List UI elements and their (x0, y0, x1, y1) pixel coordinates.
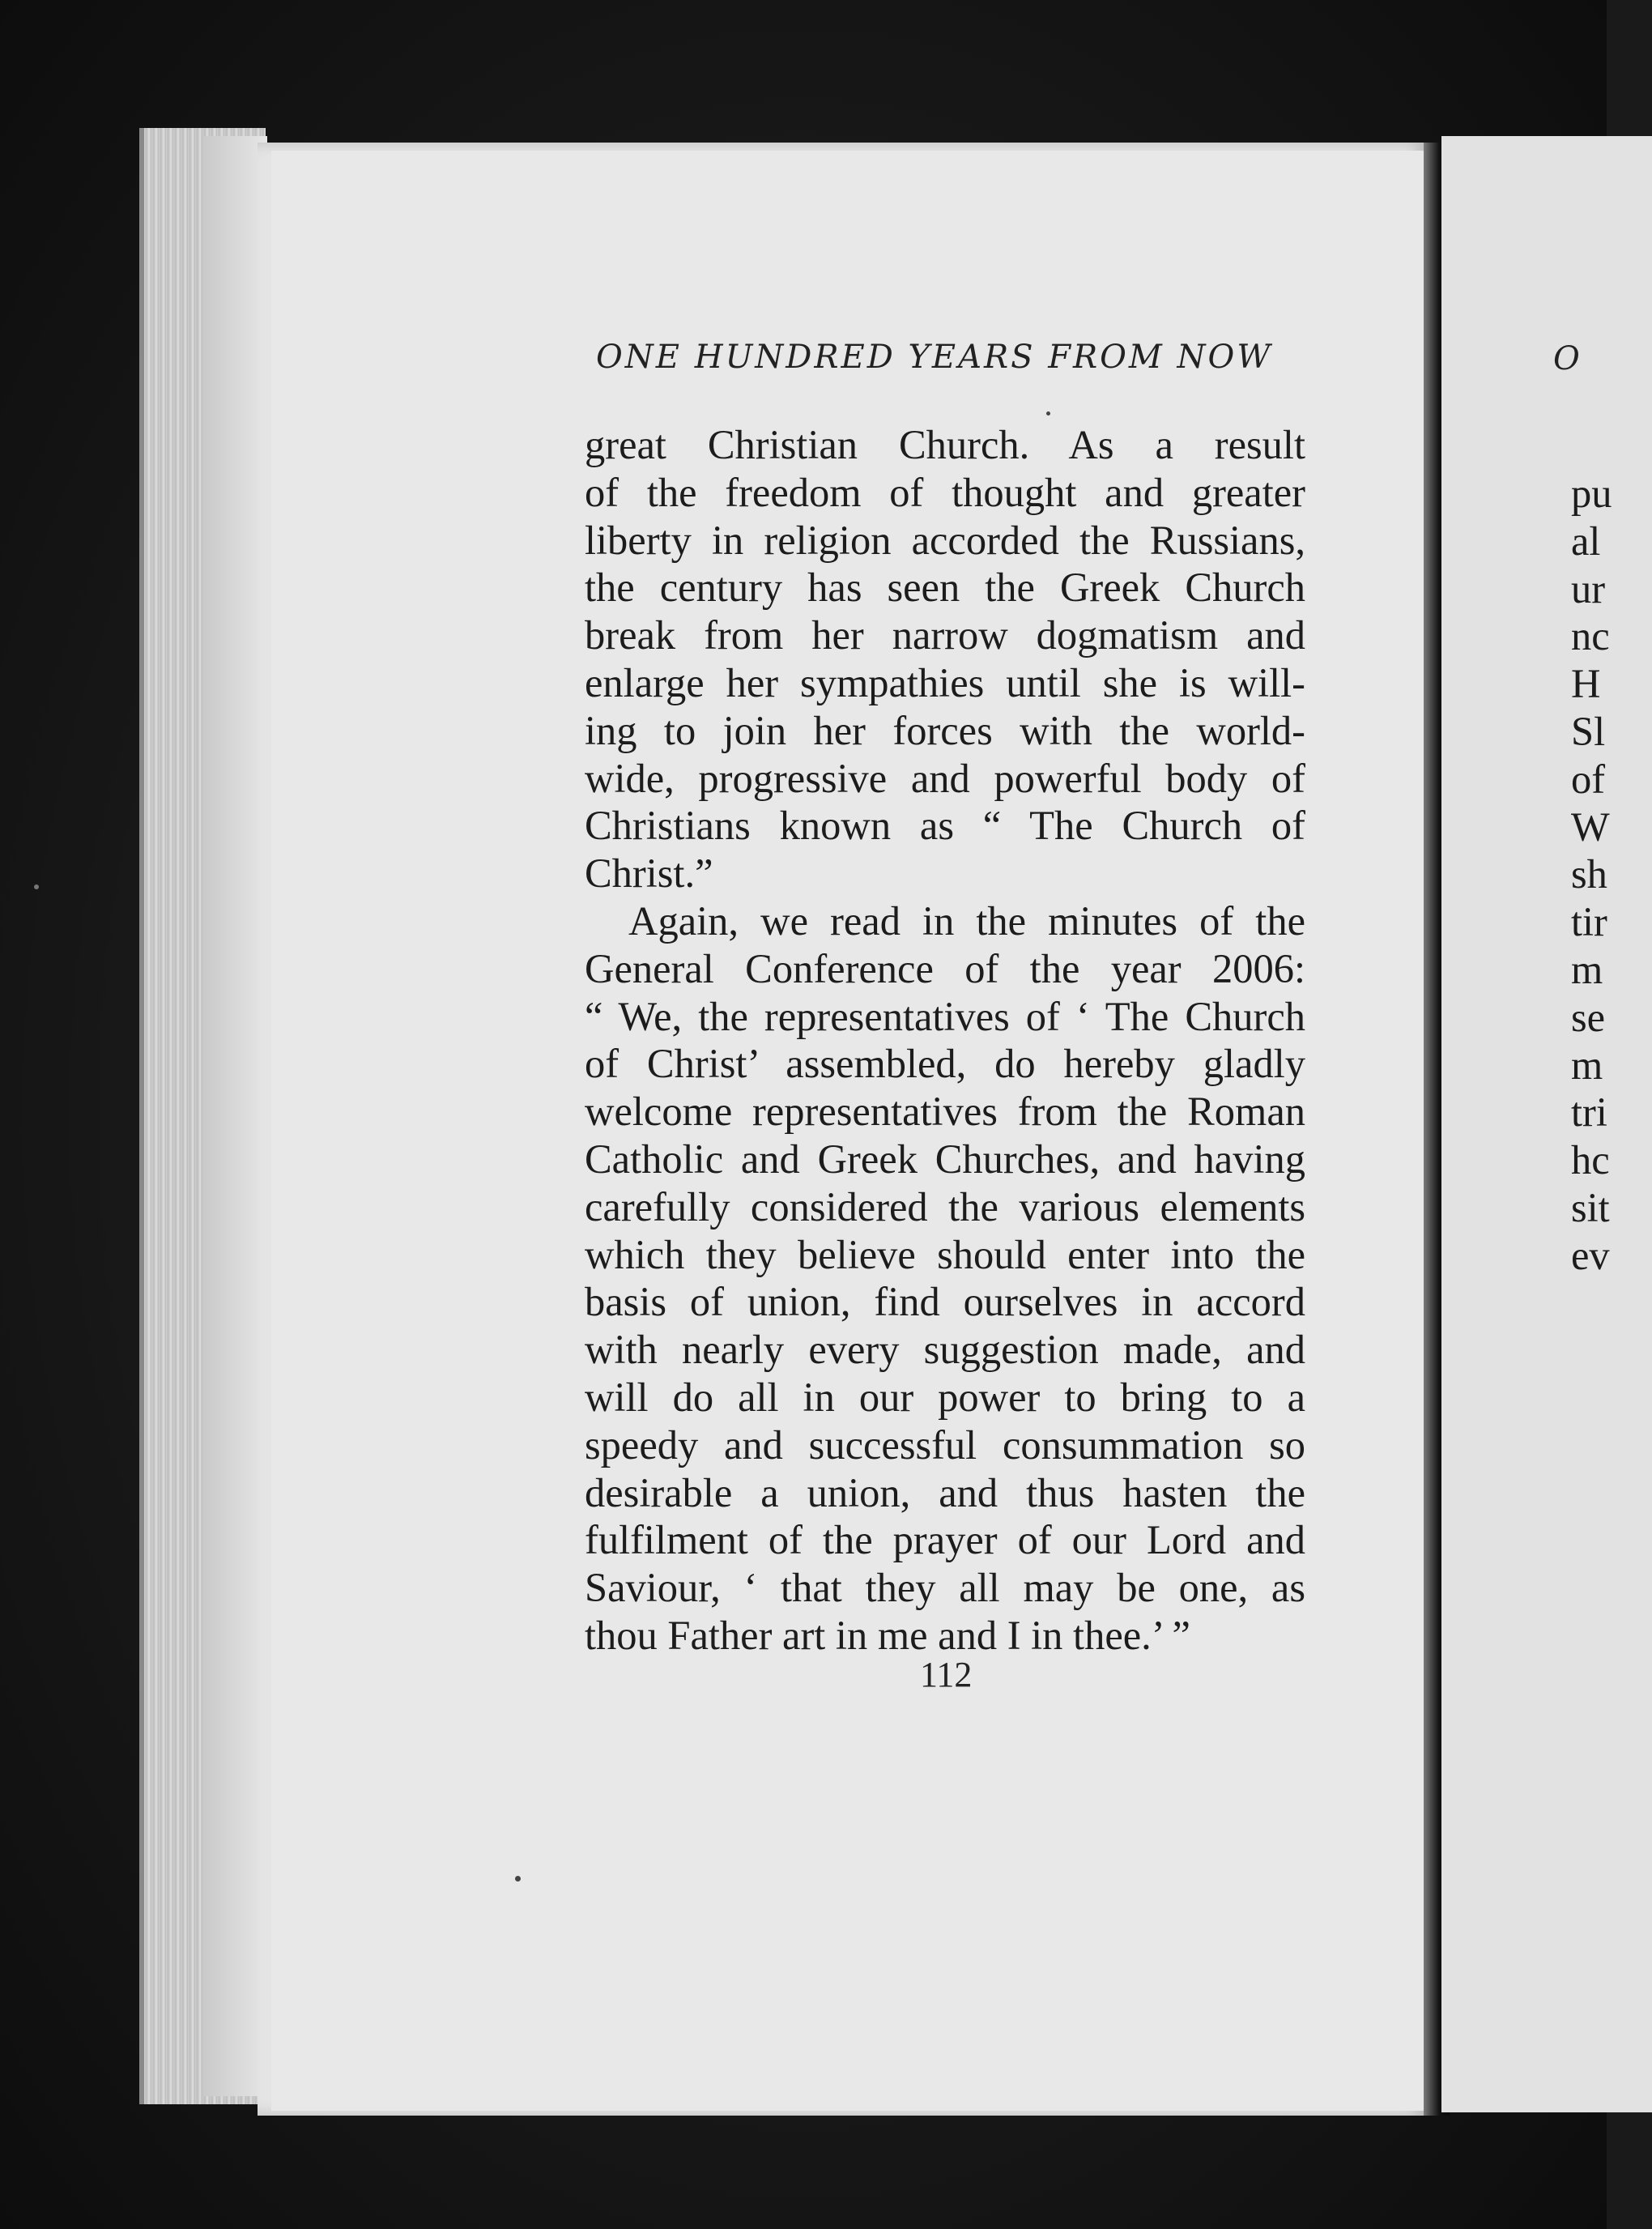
dust-speck (34, 884, 39, 889)
right-text-fragment: H (1571, 661, 1601, 707)
text-line: great Christian Church. As a result (585, 422, 1305, 467)
text-line: which they believe should enter into the (585, 1231, 1305, 1277)
text-line: fulfilment of the prayer of our Lord and (585, 1517, 1305, 1563)
text-line: ing to join her forces with the world- (585, 707, 1305, 753)
right-text-fragment: hc (1571, 1137, 1610, 1183)
text-line: welcome representatives from the Roman (585, 1089, 1305, 1135)
right-text-fragment: al (1571, 518, 1601, 564)
ink-speck (515, 1876, 521, 1882)
text-line: thou Father art in me and I in thee.’ ” (585, 1612, 1190, 1658)
right-text-fragment: sit (1571, 1184, 1610, 1230)
running-head: ONE HUNDRED YEARS FROM NOW (596, 339, 1273, 376)
text-line: the century has seen the Greek Church (585, 565, 1305, 611)
text-line: liberty in religion accorded the Russians, (585, 517, 1305, 563)
text-line: break from her narrow dogmatism and (585, 612, 1305, 658)
text-line: of Christ’ assembled, do hereby gladly (585, 1041, 1305, 1087)
right-text-fragment: sh (1571, 851, 1607, 897)
text-line: basis of union, find ourselves in accord (585, 1279, 1305, 1325)
right-text-fragment: tir (1571, 899, 1607, 945)
text-line: wide, progressive and powerful body of (585, 755, 1305, 801)
right-text-fragment: se (1571, 994, 1606, 1040)
right-text-fragment: tri (1571, 1089, 1607, 1136)
right-text-fragment: ev (1571, 1232, 1610, 1278)
text-line: with nearly every suggestion made, and (585, 1327, 1305, 1373)
right-text-fragment: nc (1571, 613, 1610, 659)
text-line: General Conference of the year 2006: (585, 945, 1305, 991)
right-running-head-fragment: O (1553, 340, 1580, 377)
text-line: Catholic and Greek Churches, and having (585, 1136, 1305, 1182)
text-line: desirable a union, and thus hasten the (585, 1469, 1305, 1515)
text-line: Christ.” (585, 850, 713, 897)
right-text-fragment: of (1571, 756, 1606, 802)
right-text-fragment: ur (1571, 565, 1606, 612)
right-text-fragment: W (1571, 803, 1610, 850)
text-line: of the freedom of thought and greater (585, 469, 1305, 515)
text-line: “ We, the representatives of ‘ The Church (585, 993, 1305, 1039)
right-text-fragment: pu (1571, 471, 1612, 516)
right-page-text (1571, 470, 1612, 1280)
right-page (1441, 136, 1652, 2112)
text-line: will do all in our power to bring to a (585, 1374, 1305, 1420)
body-text (585, 421, 1305, 1660)
text-line: enlarge her sympathies until she is will- (585, 659, 1305, 705)
text-line: Again, we read in the minutes of the (628, 897, 1305, 944)
right-text-fragment: m (1571, 1042, 1603, 1088)
page-number: 112 (920, 1655, 973, 1694)
ink-speck (1046, 411, 1050, 416)
text-line: Christians known as “ The Church of (585, 803, 1305, 849)
text-line: Saviour, ‘ that they all may be one, as (585, 1565, 1305, 1611)
right-text-fragment: m (1571, 946, 1603, 992)
text-line: speedy and successful consummation so (585, 1421, 1305, 1468)
right-text-fragment: Sl (1571, 708, 1606, 754)
text-line: carefully considered the various elements (585, 1183, 1305, 1230)
